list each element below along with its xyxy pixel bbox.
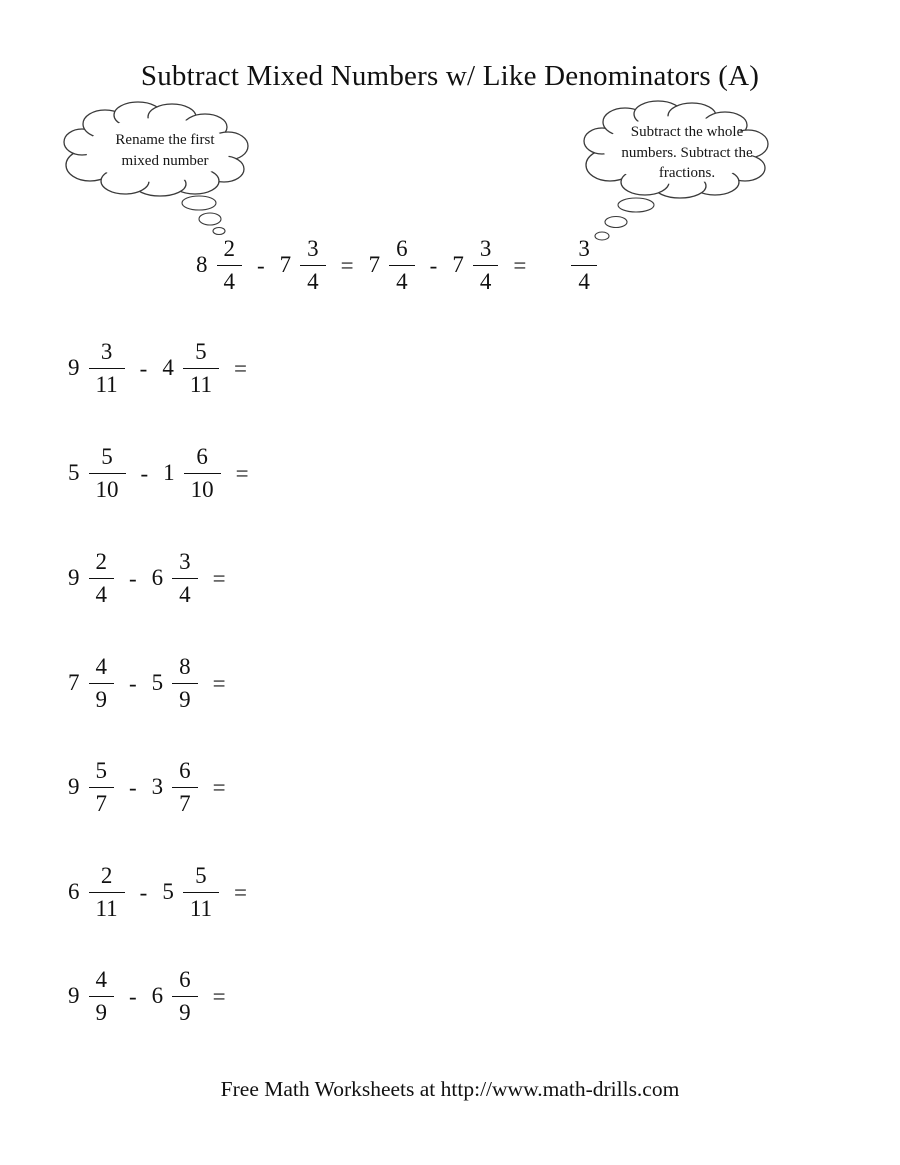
- mixed-number: [68, 864, 125, 920]
- hint-rename-text: Rename the first mixed number: [115, 132, 215, 169]
- denominator: 11: [89, 892, 125, 920]
- answer-fraction: [571, 237, 597, 293]
- numerator: 8: [179, 654, 191, 680]
- denominator: 11: [89, 368, 125, 396]
- minus-sign: -: [429, 252, 438, 278]
- numerator: 5: [95, 758, 107, 784]
- numerator: 3: [307, 236, 319, 262]
- footer-text: Free Math Worksheets at http://www.math-drills.com: [220, 1077, 680, 1101]
- denominator: 4: [89, 578, 115, 606]
- minus-sign: -: [129, 983, 137, 1009]
- numerator: 5: [195, 339, 207, 365]
- hint-subtract-text: Subtract the whole numbers. Subtract the fractions.: [621, 124, 753, 182]
- numerator: 6: [179, 758, 191, 784]
- equals-sign: =: [340, 252, 354, 278]
- whole-number: 7: [279, 252, 292, 277]
- numerator: 2: [95, 549, 107, 575]
- mixed-number: [68, 550, 114, 606]
- problem-row-5: [68, 751, 226, 823]
- numerator: 6: [196, 444, 208, 470]
- whole-number: 6: [151, 565, 164, 590]
- fraction: [172, 655, 198, 711]
- fraction: [473, 237, 499, 293]
- whole-number: 6: [151, 983, 164, 1008]
- denominator: 4: [389, 265, 415, 293]
- fraction: [184, 445, 221, 501]
- fraction: [172, 550, 198, 606]
- denominator: 4: [172, 578, 198, 606]
- problem-row-3: [68, 542, 226, 614]
- whole-number: 9: [68, 355, 80, 380]
- mixed-number: [68, 340, 125, 396]
- fraction: [89, 550, 115, 606]
- whole-number: 5: [68, 460, 80, 485]
- mixed-number: [369, 237, 415, 293]
- equals-sign: =: [513, 252, 527, 278]
- fraction: [300, 237, 326, 293]
- mixed-number: [152, 655, 198, 711]
- mixed-number: [162, 340, 219, 396]
- whole-number: 9: [68, 774, 80, 799]
- fraction: [89, 340, 125, 396]
- mixed-number: [68, 655, 114, 711]
- mixed-number: [152, 550, 198, 606]
- whole-number: 4: [162, 355, 174, 380]
- minus-sign: -: [257, 252, 265, 278]
- minus-sign: -: [139, 879, 148, 905]
- denominator: 4: [300, 265, 326, 293]
- denominator: 4: [473, 265, 499, 293]
- numerator: 2: [100, 863, 113, 889]
- mixed-number: [68, 445, 126, 501]
- mixed-number: [452, 237, 498, 293]
- denominator: 9: [172, 683, 198, 711]
- fraction: [89, 759, 115, 815]
- equals-sign: =: [212, 565, 226, 591]
- equals-sign: =: [212, 983, 226, 1009]
- denominator: 10: [184, 473, 221, 501]
- whole-number: 5: [162, 879, 174, 904]
- fraction: [89, 864, 125, 920]
- denominator: 7: [89, 787, 115, 815]
- fraction: [89, 968, 115, 1024]
- denominator: 11: [183, 368, 219, 396]
- mixed-number: [152, 759, 198, 815]
- numerator: 3: [578, 236, 590, 262]
- fraction: [217, 237, 243, 293]
- problem-row-2: [68, 437, 249, 509]
- denominator: 4: [217, 265, 243, 293]
- minus-sign: -: [129, 565, 137, 591]
- minus-sign: -: [140, 460, 149, 486]
- mixed-number: [163, 445, 221, 501]
- whole-number: 8: [196, 252, 208, 277]
- whole-number: 7: [68, 670, 80, 695]
- mixed-number: [162, 864, 219, 920]
- fraction: [89, 655, 115, 711]
- equals-sign: =: [212, 774, 226, 800]
- whole-number: 7: [368, 252, 381, 277]
- equals-sign: =: [233, 879, 247, 905]
- fraction: [183, 340, 219, 396]
- mixed-number: [68, 968, 114, 1024]
- denominator: 9: [89, 996, 115, 1024]
- denominator: 11: [183, 892, 219, 920]
- numerator: 3: [100, 339, 113, 365]
- numerator: 3: [479, 236, 492, 262]
- whole-number: 9: [68, 565, 80, 590]
- page-title: Subtract Mixed Numbers w/ Like Denominators (A): [140, 60, 760, 92]
- equals-sign: =: [212, 670, 226, 696]
- whole-number: 3: [151, 774, 164, 799]
- equals-sign: =: [235, 460, 249, 486]
- numerator: 3: [179, 549, 191, 575]
- minus-sign: -: [139, 355, 148, 381]
- example-row: [196, 229, 597, 301]
- whole-number: 1: [163, 460, 175, 485]
- numerator: 6: [396, 236, 408, 262]
- denominator: 4: [571, 265, 597, 293]
- denominator: 7: [172, 787, 198, 815]
- denominator: 9: [172, 996, 198, 1024]
- fraction: [89, 445, 126, 501]
- numerator: 5: [101, 444, 113, 470]
- numerator: 2: [223, 236, 235, 262]
- numerator: 4: [95, 654, 107, 680]
- mixed-number: [280, 237, 326, 293]
- whole-number: 6: [68, 879, 80, 904]
- problem-row-6: [68, 856, 247, 928]
- fraction: [172, 968, 198, 1024]
- problem-row-1: [68, 332, 247, 404]
- fraction: [183, 864, 219, 920]
- denominator: 9: [89, 683, 115, 711]
- denominator: 10: [89, 473, 126, 501]
- mixed-number: [152, 968, 198, 1024]
- fraction: [389, 237, 415, 293]
- fraction: [172, 759, 198, 815]
- whole-number: 7: [452, 252, 464, 277]
- problem-row-4: [68, 647, 226, 719]
- thought-cloud-left-icon: [60, 100, 260, 250]
- minus-sign: -: [129, 774, 137, 800]
- whole-number: 9: [68, 983, 80, 1008]
- numerator: 5: [195, 863, 207, 889]
- numerator: 6: [179, 967, 191, 993]
- problem-row-7: [68, 960, 226, 1032]
- mixed-number: [196, 237, 242, 293]
- numerator: 4: [95, 967, 107, 993]
- equals-sign: =: [233, 355, 247, 381]
- minus-sign: -: [129, 670, 137, 696]
- whole-number: 5: [151, 670, 164, 695]
- mixed-number: [68, 759, 114, 815]
